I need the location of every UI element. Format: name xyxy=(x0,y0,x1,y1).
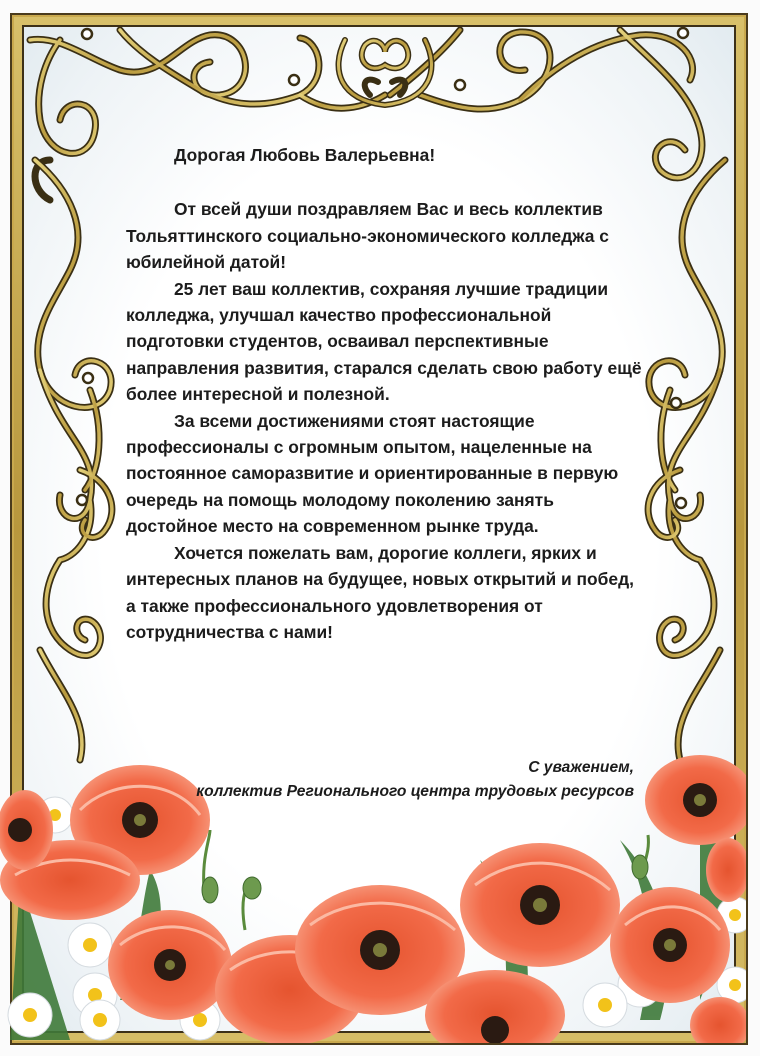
greeting: Дорогая Любовь Валерьевна! xyxy=(174,145,436,165)
signature-closing: С уважением, xyxy=(528,759,634,776)
signature-block xyxy=(196,756,634,804)
signature-sender: коллектив Регионального центра трудовых ресурсов xyxy=(196,783,634,800)
paragraph-achievements: 25 лет ваш коллектив, сохраняя лучшие традиции колледжа, улучшал качество профессиональной подготовки студентов, осваивал перспективные направления развития, старался сделать свою работу ещё более интересной и полезной. xyxy=(126,278,642,405)
paragraph-professionals: За всеми достижениями стоят настоящие профессионалы с огромным опытом, нацеленные на постоянное саморазвитие и ориентированные в первую очередь на помощь молодому поколению занять достойное место на современном рынке труда. xyxy=(126,410,619,537)
paragraph-congratulation: От всей души поздравляем Вас и весь коллектив Тольяттинского социально-экономического колледжа с юбилейной датой! xyxy=(126,199,609,273)
paragraph-wishes: Хочется пожелать вам, дорогие коллеги, ярких и интересных планов на будущее, новых открытий и побед, а также профессионального удовлетворения от сотрудничества с нами! xyxy=(126,542,634,642)
letter-body xyxy=(126,142,646,645)
